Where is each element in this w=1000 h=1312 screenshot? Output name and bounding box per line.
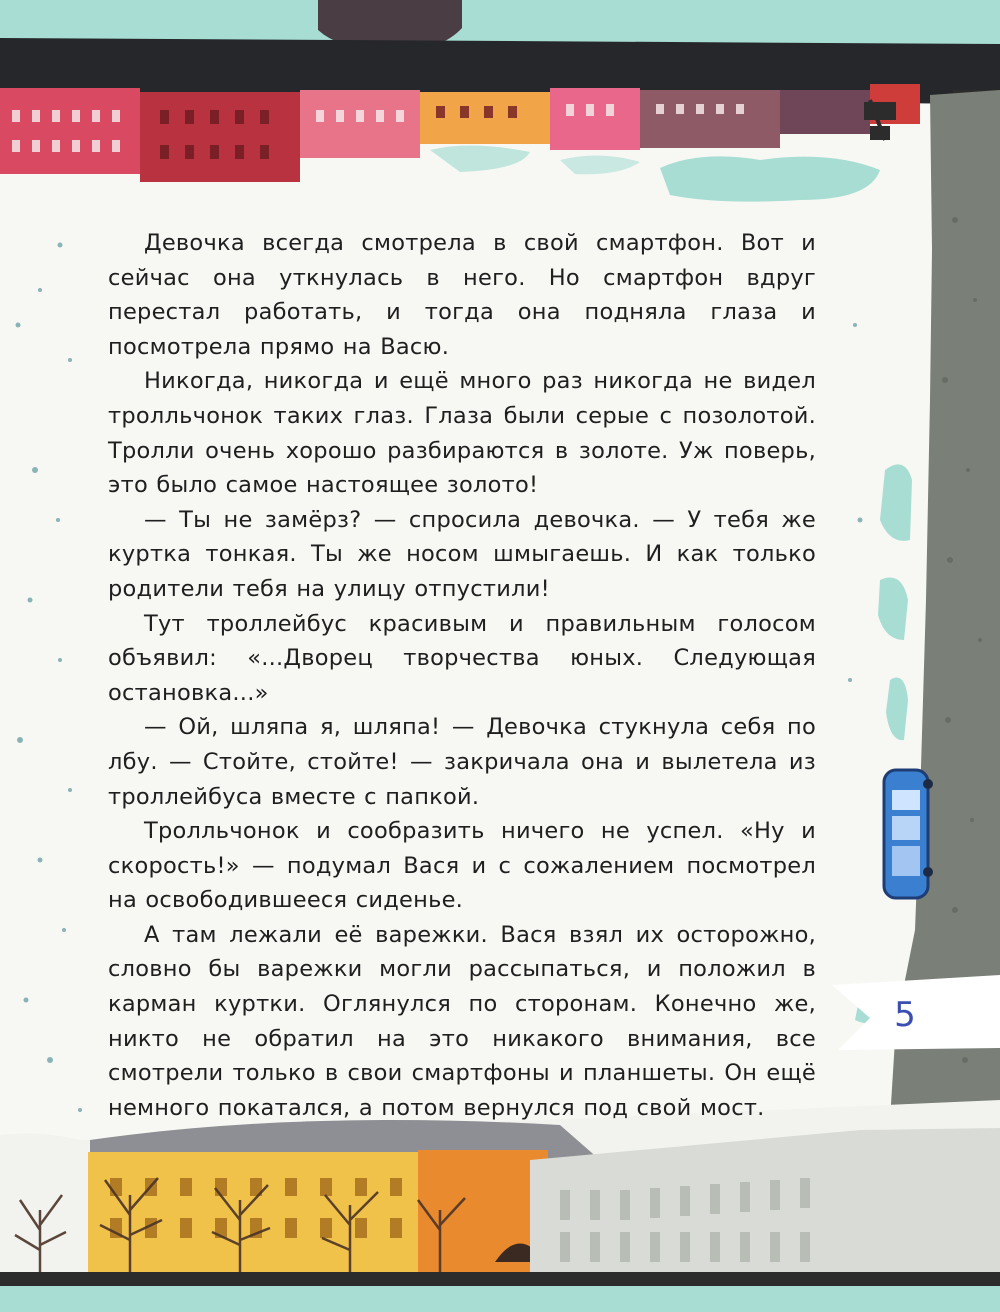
top-water xyxy=(430,145,880,201)
right-river-patches xyxy=(855,464,912,1023)
paragraph: — Ой, шляпа я, шляпа! — Девочка стукнула себя по лбу. — Стойте, стойте! — закричала она и вылетела из троллейбуса вместе с папкой. xyxy=(108,714,816,810)
trolleybus xyxy=(884,770,933,898)
paragraph: А там лежали её варежки. Вася взял их осторожно, словно бы варежки могли рассыпаться, и положил в карман куртки. Оглянулся по сторонам. Конечно же, никто не обратил на это никакого внимания, все смотрели только в свои смартфоны и планшеты. Он ещё немного покатался, а потом вернулся под свой мост. xyxy=(108,921,816,1121)
paragraph: — Ты не замёрз? — спросила девочка. — У тебя же куртка тонкая. Ты же носом шмыгаешь. И как только родители тебя на улицу отпустили! xyxy=(108,506,816,602)
paragraph: Тролльчонок и сообразить ничего не успел. «Ну и скорость!» — подумал Вася и с сожалением посмотрел на освободившееся сиденье. xyxy=(108,818,816,914)
paragraph: Девочка всегда смотрела в свой смартфон. Вот и сейчас она уткнулась в него. Но смартфон вдруг перестал работать, и тогда она подняла глаза и посмотрела прямо на Васю. xyxy=(108,230,816,360)
page-number: 5 xyxy=(894,995,916,1035)
paragraph: Никогда, никогда и ещё много раз никогда не видел тролльчонок таких глаз. Глаза были серые с позолотой. Тролли очень хорошо разбираются в золоте. Уж поверь, это было самое настоящее золото! xyxy=(108,368,816,499)
paragraph: Тут троллейбус красивым и правильным голосом объявил: «...Дворец творчества юных. Следующая остановка...» xyxy=(108,610,816,706)
story-text xyxy=(108,226,816,1125)
